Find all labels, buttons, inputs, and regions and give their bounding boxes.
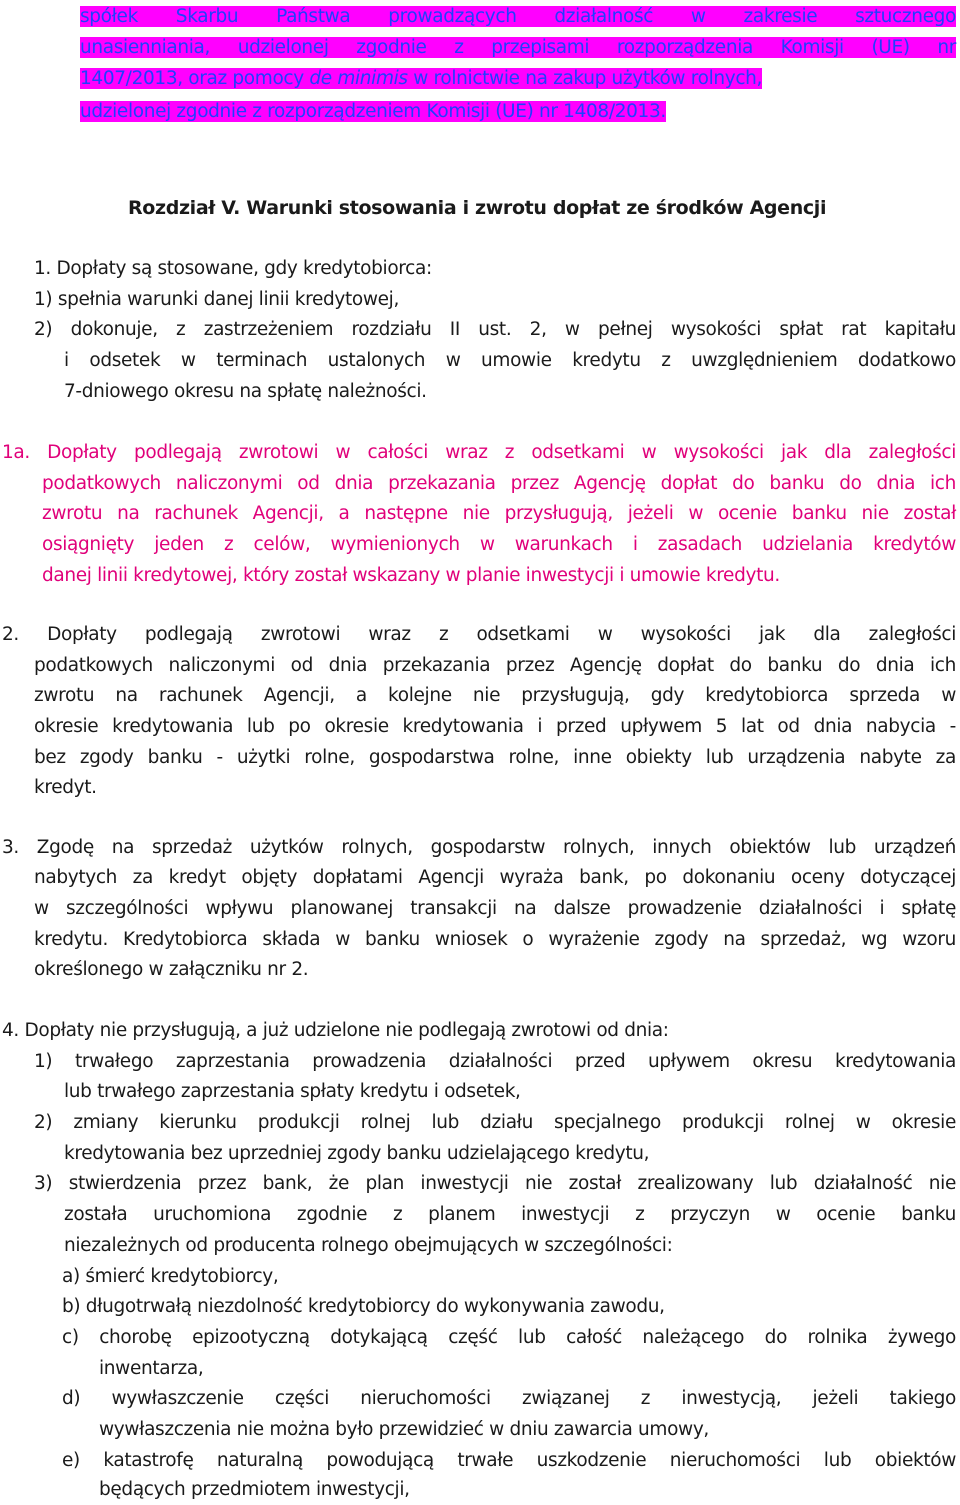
sub-list-item: d) wywłaszczenie części nieruchomości związanej z inwestycją, jeżeli takiego [62,1388,956,1409]
paragraph-line: 1. Dopłaty są stosowane, gdy kredytobiorca: [34,258,432,279]
list-item: 2) dokonuje, z zastrzeżeniem rozdziału II ust. 2, w pełnej wysokości spłat rat kapitału [34,319,956,340]
paragraph-line: 2. Dopłaty podlegają zwrotowi wraz z odsetkami w wysokości jak dla zaległości [2,624,956,645]
paragraph-line: 7-dniowego okresu na spłatę należności. [64,381,427,402]
paragraph-line: okresie kredytowania lub po okresie kredytowania i przed upływem 5 lat od dnia nabycia - [34,716,956,737]
list-item: 1) trwałego zaprzestania prowadzenia działalności przed upływem okresu kredytowania [34,1051,956,1072]
sub-list-item: b) długotrwałą niezdolność kredytobiorcy do wykonywania zawodu, [62,1296,665,1317]
paragraph-line: lub trwałego zaprzestania spłaty kredytu i odsetek, [64,1081,521,1102]
paragraph-line: podatkowych naliczonymi od dnia przekazania przez Agencję dopłat do banku do dnia ich [42,473,956,494]
paragraph-line: nabytych za kredyt objęty dopłatami Agencji wyraża bank, po dokonaniu oceny dotyczącej [34,867,956,888]
paragraph-line: kredyt. [34,777,97,798]
paragraph-line: zwrotu na rachunek Agencji, a kolejne nie przysługują, gdy kredytobiorca sprzeda w [34,685,956,706]
chapter-title: Rozdział V. Warunki stosowania i zwrotu dopłat ze środków Agencji [128,197,827,219]
paragraph-line: 1a. Dopłaty podlegają zwrotowi w całości wraz z odsetkami w wysokości jak dla zaległości [2,442,956,463]
list-item: 3) stwierdzenia przez bank, że plan inwestycji nie został zrealizowany lub działalność nie [34,1173,956,1194]
intro-line: unasienniania, udzielonej zgodnie z przepisami rozporządzenia Komisji (UE) nr [80,37,956,58]
paragraph-line: i odsetek w terminach ustalonych w umowie kredytu z uwzględnieniem dodatkowo [64,350,956,371]
paragraph-line: niezależnych od producenta rolnego obejmujących w szczególności: [64,1235,673,1256]
paragraph-line: kredytu. Kredytobiorca składa w banku wniosek o wyrażenie zgody na sprzedaż, wg wzoru [34,929,956,950]
paragraph-line: kredytowania bez uprzedniej zgody banku udzielającego kredytu, [64,1143,650,1164]
intro-line: spółek Skarbu Państwa prowadzących działalność w zakresie sztucznego [80,6,956,27]
paragraph-line: podatkowych naliczonymi od dnia przekazania przez Agencję dopłat do banku do dnia ich [34,655,956,676]
paragraph-line: w szczególności wpływu planowanej transakcji na dalsze prowadzenie działalności i spłatę [34,898,956,919]
paragraph-line: wywłaszczenia nie można było przewidzieć w dniu zawarcia umowy, [99,1419,709,1440]
paragraph-line: określonego w załączniku nr 2. [34,959,309,980]
paragraph-line: danej linii kredytowej, który został wskazany w planie inwestycji i umowie kredytu. [42,565,780,586]
paragraph-line: osiągnięty jeden z celów, wymienionych w warunkach i zasadach udzielania kredytów [42,534,956,555]
sub-list-item: e) katastrofę naturalną powodującą trwałe uszkodzenie nieruchomości lub obiektów [62,1450,956,1471]
list-item: 1) spełnia warunki danej linii kredytowej, [34,289,399,310]
paragraph-line: inwentarza, [99,1358,204,1379]
sub-list-item: a) śmierć kredytobiorcy, [62,1266,279,1287]
paragraph-line: bez zgody banku - użytki rolne, gospodarstwa rolne, inne obiekty lub urządzenia nabyte za [34,747,956,768]
intro-line: udzielonej zgodnie z rozporządzeniem Komisji (UE) nr 1408/2013. [80,101,666,122]
list-item: 2) zmiany kierunku produkcji rolnej lub działu specjalnego produkcji rolnej w okresie [34,1112,956,1133]
intro-line: 1407/2013, oraz pomocy de minimis w rolnictwie na zakup użytków rolnych, [80,68,763,89]
paragraph-line: będących przedmiotem inwestycji, [99,1479,410,1500]
paragraph-line: 4. Dopłaty nie przysługują, a już udzielone nie podlegają zwrotowi od dnia: [2,1020,669,1041]
sub-list-item: c) chorobę epizootyczną dotykającą część lub całość należącego do rolnika żywego [62,1327,956,1348]
paragraph-line: zwrotu na rachunek Agencji, a następne nie przysługują, jeżeli w ocenie banku nie został [42,503,956,524]
paragraph-line: 3. Zgodę na sprzedaż użytków rolnych, gospodarstw rolnych, innych obiektów lub urządzeń [2,837,956,858]
paragraph-line: została uruchomiona zgodnie z planem inwestycji z przyczyn w ocenie banku [64,1204,956,1225]
